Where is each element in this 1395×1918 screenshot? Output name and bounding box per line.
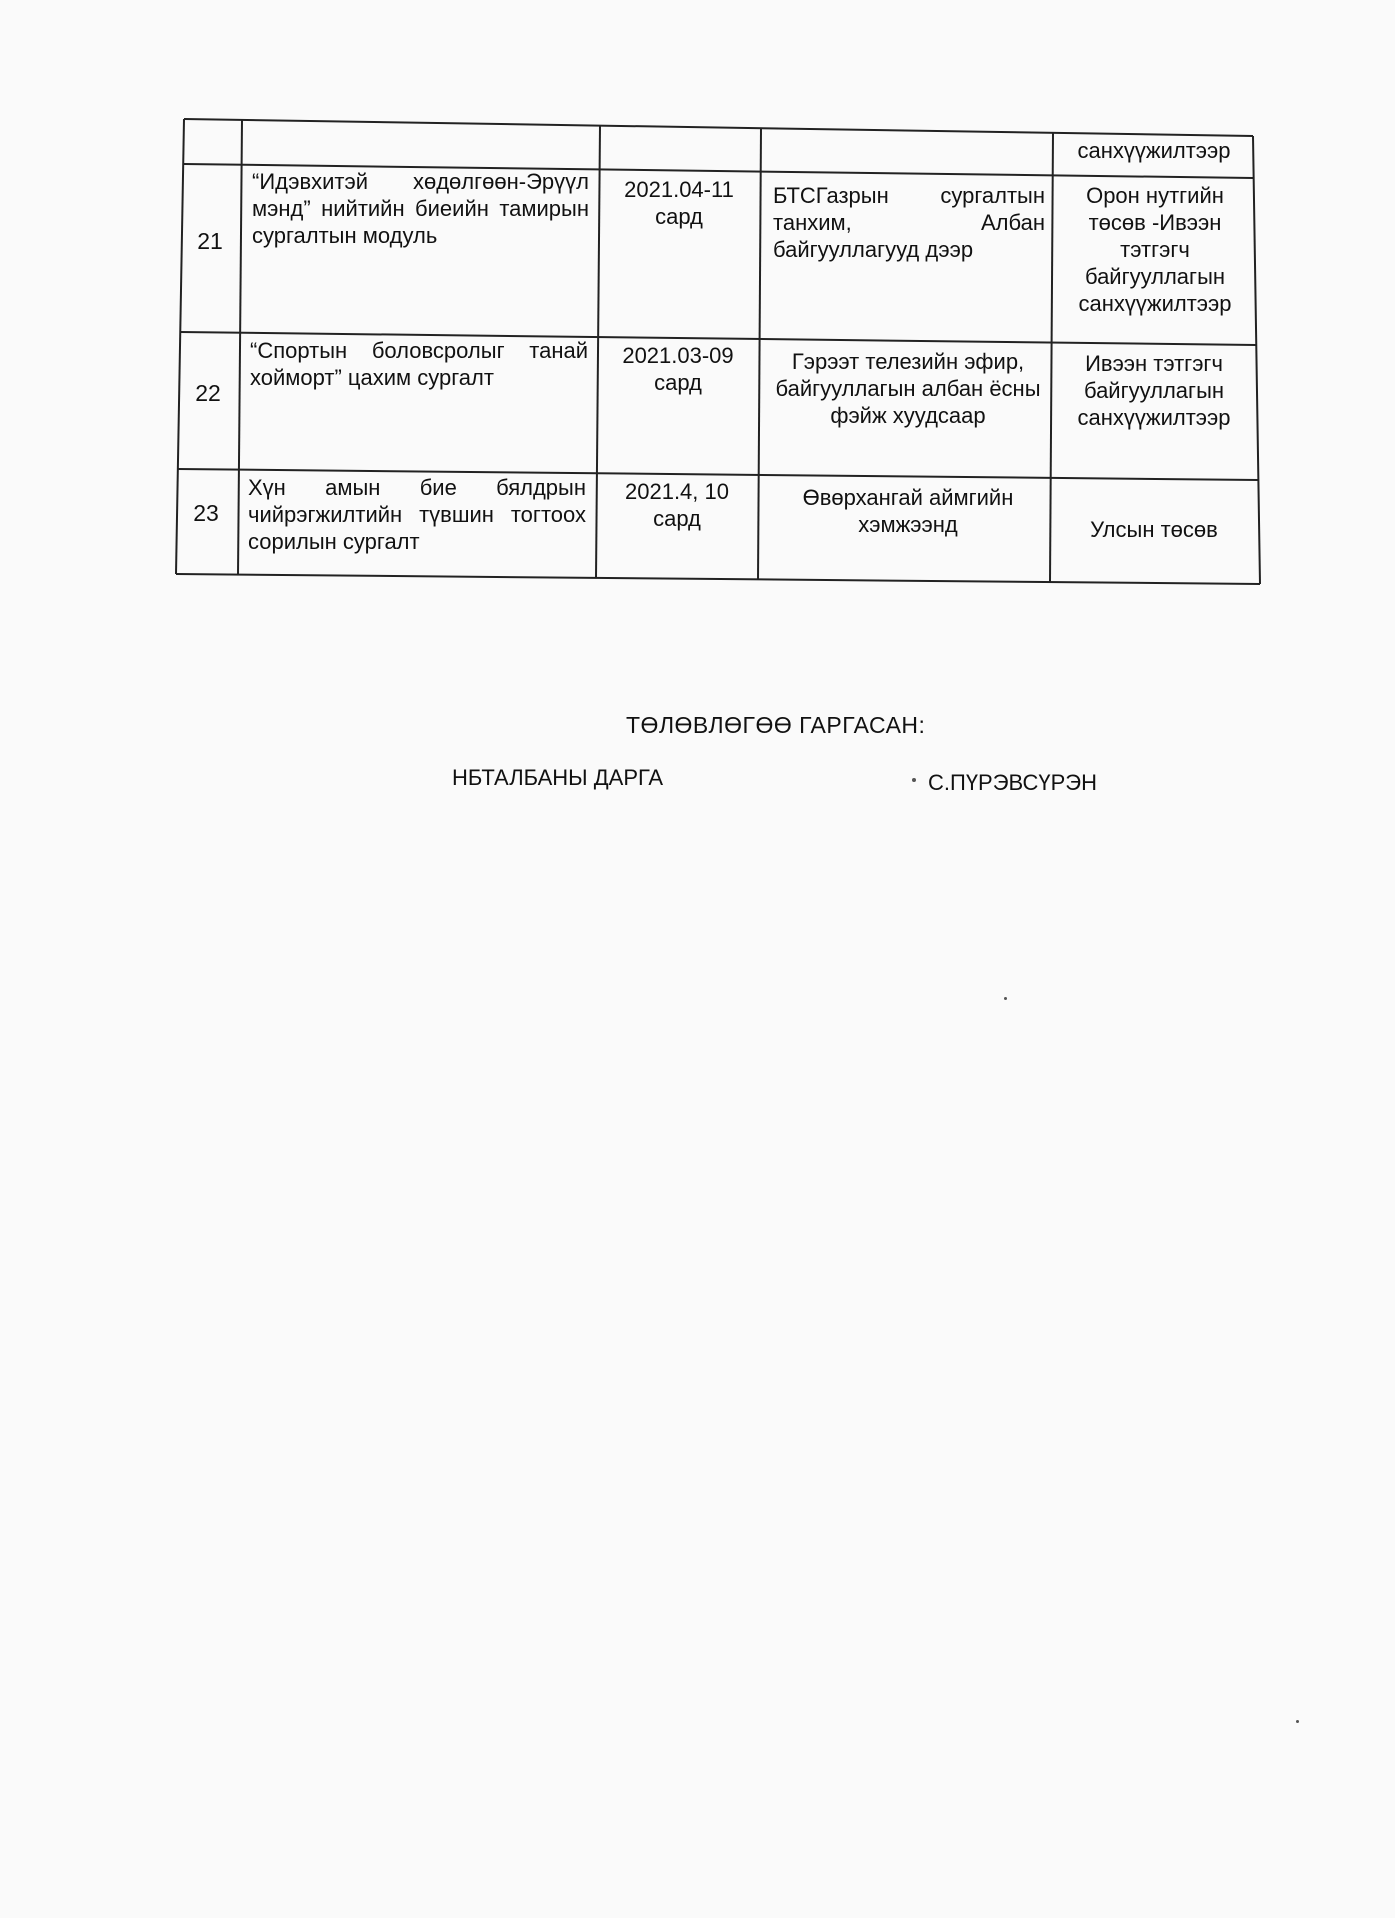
row-22-activity: “Спортын боловсролыг танай хойморт” цахим сургалт [250, 338, 588, 390]
footer-role: НБТАЛБАНЫ ДАРГА [452, 765, 664, 790]
row-22-number: 22 [195, 380, 221, 406]
row-21-number: 21 [197, 228, 223, 254]
footer-name: С.ПҮРЭВСҮРЭН [928, 770, 1097, 795]
row-23-location: Өвөрхангай аймгийн хэмжээнд [802, 485, 1014, 537]
row-22-date: 2021.03-09 сард [622, 343, 734, 395]
row-22-funding: Ивээн тэтгэгч байгууллагын санхүүжилтээр [1077, 351, 1231, 430]
top-row-funding: санхүүжилтээр [1077, 138, 1231, 163]
row-23-activity: Хүн амын бие бялдрын чийрэгжилтийн түвшин тогтоох сорилын сургалт [248, 475, 586, 554]
row-21-funding: Орон нутгийн төсөв -Ивээн тэтгэгч байгууллагын санхүүжилтээр [1078, 183, 1232, 316]
plan-table [0, 0, 1395, 600]
row-23-funding: Улсын төсөв [1090, 517, 1218, 542]
row-22-location: Гэрээт телезийн эфир, байгууллагын албан ёсны фэйж хуудсаар [775, 349, 1041, 428]
scan-speck [912, 778, 916, 782]
row-23-date: 2021.4, 10 сард [625, 479, 729, 531]
footer-title: ТӨЛӨВЛӨГӨӨ ГАРГАСАН: [626, 712, 926, 738]
row-21-location: БТСГазрын сургалтын танхим, Албан байгууллагууд дээр [773, 183, 1045, 262]
scan-speck [1296, 1720, 1299, 1723]
row-21-date: 2021.04-11 сард [624, 177, 734, 229]
row-23-number: 23 [193, 500, 219, 526]
scan-speck [1004, 997, 1007, 1000]
row-21-activity: “Идэвхитэй хөдөлгөөн-Эрүүл мэнд” нийтийн биеийн тамирын сургалтын модуль [252, 169, 589, 248]
